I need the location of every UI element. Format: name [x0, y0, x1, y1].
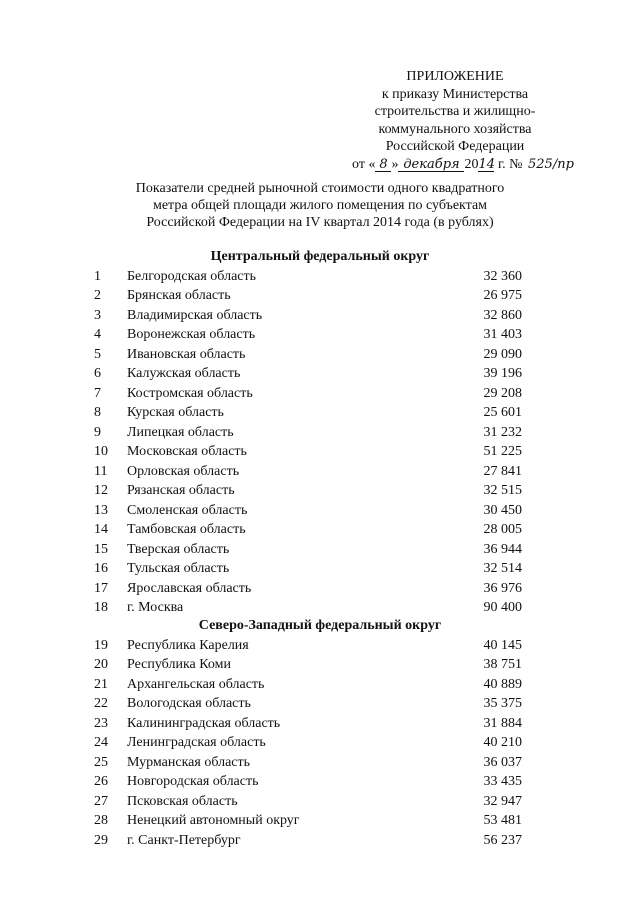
price-value: 51 225 — [483, 444, 522, 459]
price-value: 29 090 — [483, 346, 522, 362]
table-row — [0, 501, 640, 521]
row-number: 3 — [94, 307, 101, 323]
section-header: Северо-Западный федеральный округ — [198, 618, 442, 633]
appendix-heading: ПРИЛОЖЕНИЕ — [406, 69, 504, 84]
region-name: Псковская область — [127, 793, 238, 809]
document-title — [100, 180, 540, 231]
table-row — [0, 442, 640, 462]
price-value: 27 841 — [483, 463, 522, 479]
row-number: 8 — [94, 405, 101, 420]
region-name: Владимирская область — [127, 307, 263, 323]
region-name: Ярославская область — [127, 580, 252, 596]
table-row — [0, 598, 640, 618]
row-number: 25 — [94, 754, 108, 770]
price-value: 31 232 — [483, 424, 522, 440]
table-row — [0, 753, 640, 773]
price-value: 36 944 — [483, 541, 522, 557]
price-value: 90 400 — [483, 600, 522, 615]
region-name: Курская область — [127, 405, 224, 420]
region-name: г. Санкт-Петербург — [127, 832, 241, 848]
table-row — [0, 636, 640, 656]
region-name: Белгородская область — [127, 268, 257, 284]
table-row — [0, 364, 640, 384]
order-prefix: от « — [352, 156, 376, 172]
region-name: Костромская область — [127, 385, 253, 401]
order-year-label: г. № — [497, 156, 523, 172]
row-number: 14 — [94, 522, 108, 537]
region-name: Тверская область — [127, 541, 230, 557]
region-name: Ненецкий автономный округ — [127, 813, 300, 828]
table-row — [0, 559, 640, 579]
region-name: Рязанская область — [127, 483, 235, 498]
table-row — [0, 345, 640, 365]
price-value: 32 515 — [483, 483, 522, 498]
order-year-handwritten: 14 — [478, 156, 496, 172]
price-value: 53 481 — [483, 813, 522, 828]
price-value: 32 860 — [483, 307, 522, 323]
price-value: 38 751 — [483, 657, 522, 672]
price-value: 25 601 — [483, 405, 522, 420]
region-name: Архангельская область — [127, 676, 265, 692]
row-number: 5 — [94, 346, 101, 362]
price-value: 28 005 — [483, 522, 522, 537]
appendix-block — [330, 68, 580, 174]
price-value: 35 375 — [483, 696, 522, 711]
row-number: 23 — [94, 715, 108, 731]
price-value: 32 514 — [483, 561, 522, 576]
table-row — [0, 831, 640, 851]
row-number: 22 — [94, 696, 108, 711]
region-name: Брянская область — [127, 288, 231, 303]
row-number: 2 — [94, 288, 101, 303]
row-number: 29 — [94, 832, 108, 848]
row-number: 21 — [94, 676, 108, 692]
row-number: 7 — [94, 385, 101, 401]
region-name: Республика Карелия — [127, 637, 249, 653]
row-number: 9 — [94, 424, 101, 440]
region-name: Мурманская область — [127, 754, 251, 770]
region-name: Вологодская область — [127, 696, 251, 711]
table-row — [0, 481, 640, 501]
region-name: Калининградская область — [127, 715, 281, 731]
price-value: 31 403 — [483, 327, 522, 342]
row-number: 27 — [94, 793, 108, 809]
table-row — [0, 694, 640, 714]
table-row — [0, 462, 640, 482]
appendix-line: к приказу Министерства — [381, 86, 529, 102]
price-value: 29 208 — [483, 385, 522, 401]
row-number: 20 — [94, 657, 108, 672]
table-row — [0, 325, 640, 345]
price-value: 40 889 — [483, 676, 522, 692]
row-number: 4 — [94, 327, 101, 342]
price-value: 32 947 — [483, 793, 522, 809]
table-row — [0, 655, 640, 675]
order-date-line — [330, 156, 580, 174]
appendix-line: строительства и жилищно- — [374, 104, 536, 120]
table-row — [0, 733, 640, 753]
row-number: 28 — [94, 813, 108, 828]
region-name: Калужская область — [127, 366, 241, 381]
table-row — [0, 267, 640, 287]
table-row — [0, 792, 640, 812]
price-value: 36 037 — [483, 754, 522, 770]
row-number: 13 — [94, 502, 108, 518]
order-month-handwritten: декабря — [398, 158, 464, 172]
region-name: Липецкая область — [127, 424, 234, 440]
region-name: Тульская область — [127, 561, 230, 576]
price-value: 56 237 — [483, 832, 522, 848]
table-row — [0, 772, 640, 792]
region-name: Орловская область — [127, 463, 240, 479]
appendix-line: коммунального хозяйства — [378, 121, 532, 137]
row-number: 6 — [94, 366, 101, 381]
table-row — [0, 423, 640, 443]
title-line: Показатели средней рыночной стоимости одного квадратного — [135, 181, 505, 196]
price-value: 40 210 — [483, 735, 522, 750]
region-name: Тамбовская область — [127, 522, 246, 537]
order-year-prefix: 20 — [464, 156, 479, 172]
row-number: 19 — [94, 637, 108, 653]
price-value: 33 435 — [483, 774, 522, 789]
table-row — [0, 579, 640, 599]
row-number: 15 — [94, 541, 108, 557]
region-name: Московская область — [127, 444, 247, 459]
price-value: 30 450 — [483, 502, 522, 518]
table-row — [0, 540, 640, 560]
price-value: 26 975 — [483, 288, 522, 303]
order-mid: » — [391, 156, 399, 172]
table-row — [0, 403, 640, 423]
region-name: Новгородская область — [127, 774, 259, 789]
region-name: Смоленская область — [127, 502, 248, 518]
price-value: 40 145 — [483, 637, 522, 653]
row-number: 26 — [94, 774, 108, 789]
row-number: 1 — [94, 268, 101, 284]
section-header: Центральный федеральный округ — [210, 249, 430, 264]
price-value: 32 360 — [483, 268, 522, 284]
region-name: Республика Коми — [127, 657, 231, 672]
title-line: метра общей площади жилого помещения по субъектам — [152, 198, 488, 213]
row-number: 16 — [94, 561, 108, 576]
order-day-handwritten: 8 — [375, 158, 391, 172]
region-name: Воронежская область — [127, 327, 256, 342]
title-line: Российской Федерации на IV квартал 2014 года (в рублях) — [146, 215, 494, 230]
table-row — [0, 520, 640, 540]
region-name: г. Москва — [127, 600, 184, 615]
region-name: Ленинградская область — [127, 735, 266, 750]
price-value: 36 976 — [483, 580, 522, 596]
table-row — [0, 306, 640, 326]
row-number: 11 — [94, 463, 108, 479]
row-number: 17 — [94, 580, 108, 596]
table-row — [0, 675, 640, 695]
table-row — [0, 714, 640, 734]
price-value: 31 884 — [483, 715, 522, 731]
row-number: 10 — [94, 444, 108, 459]
table-row — [0, 811, 640, 831]
price-value: 39 196 — [483, 366, 522, 381]
row-number: 18 — [94, 600, 108, 615]
appendix-line: Российской Федерации — [385, 139, 525, 155]
region-name: Ивановская область — [127, 346, 246, 362]
table-row — [0, 384, 640, 404]
order-number-handwritten: 525/пр — [528, 156, 574, 172]
table-row — [0, 286, 640, 306]
row-number: 24 — [94, 735, 108, 750]
row-number: 12 — [94, 483, 108, 498]
